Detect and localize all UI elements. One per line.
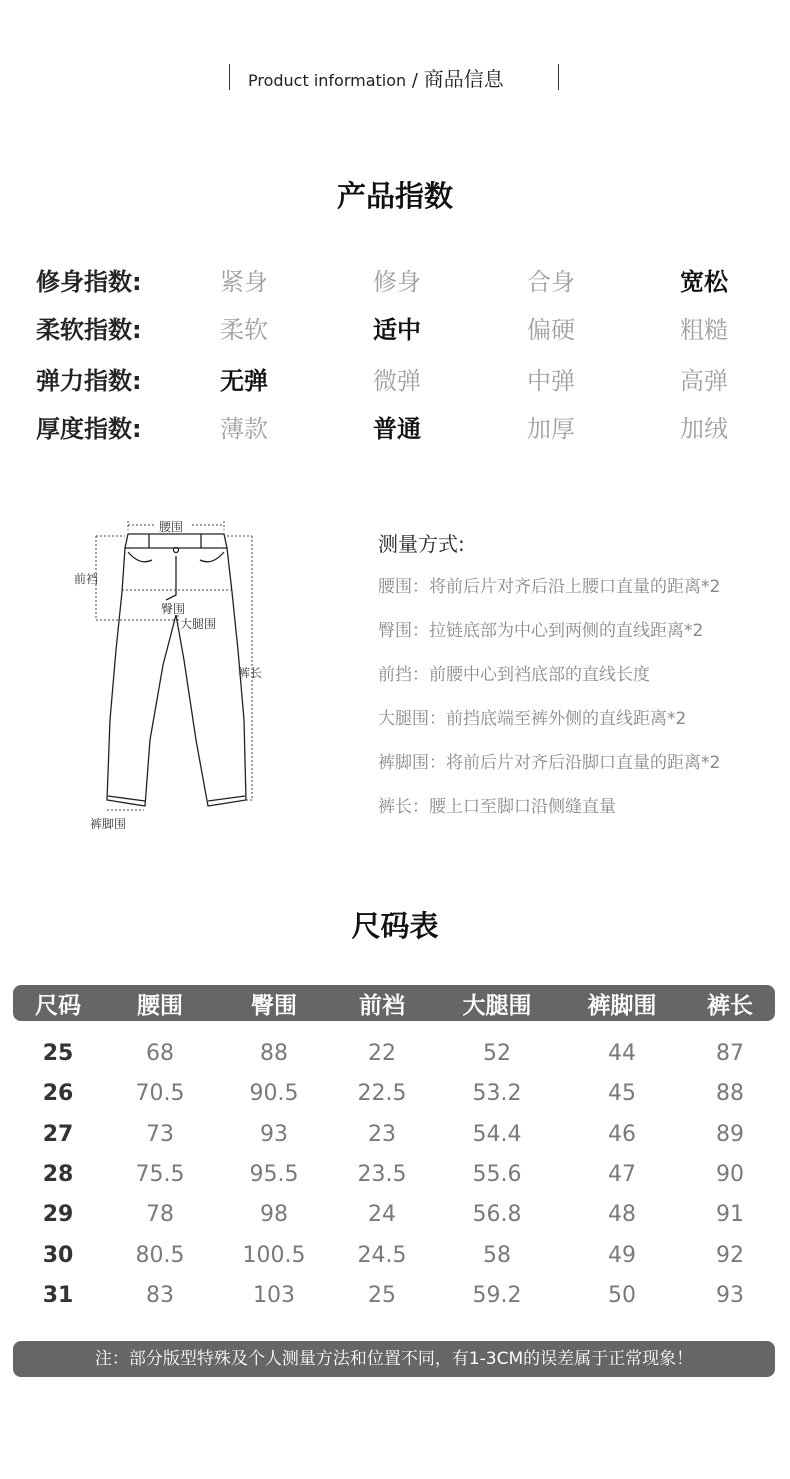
size-table-cell: 45	[608, 1081, 636, 1107]
header-right-bar	[558, 64, 559, 90]
size-table-cell: 95.5	[249, 1161, 299, 1187]
size-table-size-cell: 26	[42, 1081, 74, 1107]
index-option-selected: 宽松	[680, 268, 728, 296]
size-table-header-cell: 臀围	[251, 993, 297, 1019]
diagram-label-hem: 裤脚围	[90, 817, 127, 831]
size-table-cell: 92	[716, 1242, 744, 1268]
size-table-size-cell: 25	[42, 1041, 74, 1066]
size-table-cell: 90.5	[249, 1081, 299, 1107]
size-table-size-cell: 30	[42, 1242, 74, 1268]
size-table-cell: 100.5	[242, 1242, 306, 1268]
diagram-label-waist: 腰围	[159, 520, 184, 534]
header-title	[248, 63, 504, 92]
size-table-cell: 24	[368, 1202, 396, 1228]
size-table-cell: 93	[260, 1121, 288, 1147]
size-table-cell: 50	[608, 1282, 636, 1308]
header-left-bar	[229, 64, 230, 90]
size-table-size-cell: 28	[42, 1161, 74, 1187]
index-section-title: 产品指数	[336, 179, 453, 213]
size-table-header-cell: 裤脚围	[587, 993, 657, 1019]
size-table-cell: 24.5	[357, 1242, 407, 1268]
index-option: 加厚	[527, 415, 575, 443]
diagram-label-hip: 臀围	[161, 602, 186, 616]
size-table-cell: 55.6	[472, 1161, 522, 1187]
size-table-cell: 78	[146, 1202, 174, 1228]
index-row-label: 柔软指数:	[36, 316, 142, 344]
size-table-cell: 83	[146, 1282, 174, 1308]
size-table-cell: 58	[483, 1242, 511, 1268]
index-option-selected: 适中	[373, 316, 421, 344]
size-table-cell: 88	[260, 1041, 288, 1066]
size-table-cell: 46	[608, 1121, 636, 1147]
size-table-cell: 22.5	[357, 1081, 407, 1107]
size-table-cell: 91	[716, 1202, 744, 1228]
index-option: 柔软	[220, 316, 268, 344]
header-title-cn: 商品信息	[423, 67, 504, 91]
size-table-cell: 87	[716, 1041, 744, 1066]
size-table-cell: 25	[368, 1282, 396, 1308]
size-table-cell: 47	[608, 1161, 636, 1187]
size-table-cell: 90	[716, 1161, 744, 1187]
size-table-cell: 59.2	[472, 1282, 522, 1308]
size-table-cell: 23	[368, 1121, 396, 1147]
size-table-cell: 49	[608, 1242, 636, 1268]
size-table-cell: 103	[253, 1282, 295, 1308]
index-option: 偏硬	[527, 316, 575, 344]
index-row-label: 厚度指数:	[36, 415, 142, 443]
measure-line-waist: 腰围：将前后片对齐后沿上腰口直量的距离*2	[378, 577, 721, 597]
size-table-cell: 54.4	[472, 1121, 522, 1147]
index-row-label: 修身指数:	[36, 268, 142, 296]
header-title-en: Product information	[248, 71, 407, 90]
size-table-cell: 70.5	[135, 1081, 185, 1107]
size-table-cell: 93	[716, 1282, 744, 1308]
index-option: 合身	[527, 268, 575, 296]
index-row-label: 弹力指数:	[36, 367, 142, 395]
size-table-cell: 44	[608, 1041, 636, 1066]
measure-line-front-rise: 前挡：前腰中心到裆底部的直线长度	[378, 665, 650, 685]
index-option: 紧身	[220, 268, 268, 296]
measure-line-thigh: 大腿围：前挡底端至裤外侧的直线距离*2	[378, 709, 687, 729]
index-option: 微弹	[373, 367, 421, 395]
index-option: 高弹	[680, 367, 728, 395]
size-table-header-cell: 尺码	[35, 993, 81, 1019]
size-table-header-cell: 前裆	[359, 993, 405, 1019]
index-option: 薄款	[220, 415, 268, 443]
size-table-cell: 88	[716, 1081, 744, 1107]
index-option-selected: 普通	[373, 415, 421, 443]
size-table-header-cell: 腰围	[137, 993, 183, 1019]
header-title-separator: /	[406, 70, 424, 91]
diagram-label-length: 裤长	[238, 666, 263, 680]
index-option-selected: 无弹	[220, 367, 268, 395]
index-option: 修身	[373, 268, 421, 296]
measure-line-hem: 裤脚围：将前后片对齐后沿脚口直量的距离*2	[378, 753, 721, 773]
size-table-title: 尺码表	[351, 909, 439, 943]
diagram-label-thigh: 大腿围	[180, 617, 217, 631]
size-table-size-cell: 27	[42, 1121, 74, 1147]
diagram-label-front-rise: 前裆	[74, 572, 99, 586]
size-table-cell: 48	[608, 1202, 636, 1228]
size-table-cell: 98	[260, 1202, 288, 1228]
size-table-header-cell: 大腿围	[462, 993, 532, 1019]
index-option: 加绒	[680, 415, 728, 443]
size-table-cell: 89	[716, 1121, 744, 1147]
size-table-cell: 68	[146, 1041, 174, 1066]
size-table-cell: 73	[146, 1121, 174, 1147]
size-table-cell: 75.5	[135, 1161, 185, 1187]
size-table-size-cell: 31	[42, 1282, 74, 1308]
size-table-cell: 22	[368, 1041, 396, 1066]
disclaimer-note: 注：部分版型特殊及个人测量方法和位置不同，有1-3CM的误差属于正常现象！	[13, 1341, 775, 1377]
index-option: 中弹	[527, 367, 575, 395]
measure-line-hip: 臀围：拉链底部为中心到两侧的直线距离*2	[378, 621, 704, 641]
size-table-header-cell: 裤长	[707, 993, 753, 1019]
size-table-cell: 52	[483, 1041, 511, 1066]
size-table-cell: 23.5	[357, 1161, 407, 1187]
measure-line-length: 裤长：腰上口至脚口沿侧缝直量	[378, 797, 616, 817]
size-table-cell: 53.2	[472, 1081, 522, 1107]
index-option: 粗糙	[680, 316, 728, 344]
measure-title: 测量方式:	[378, 532, 465, 556]
size-table-cell: 56.8	[472, 1202, 522, 1228]
size-table-size-cell: 29	[42, 1202, 74, 1228]
size-table-cell: 80.5	[135, 1242, 185, 1268]
